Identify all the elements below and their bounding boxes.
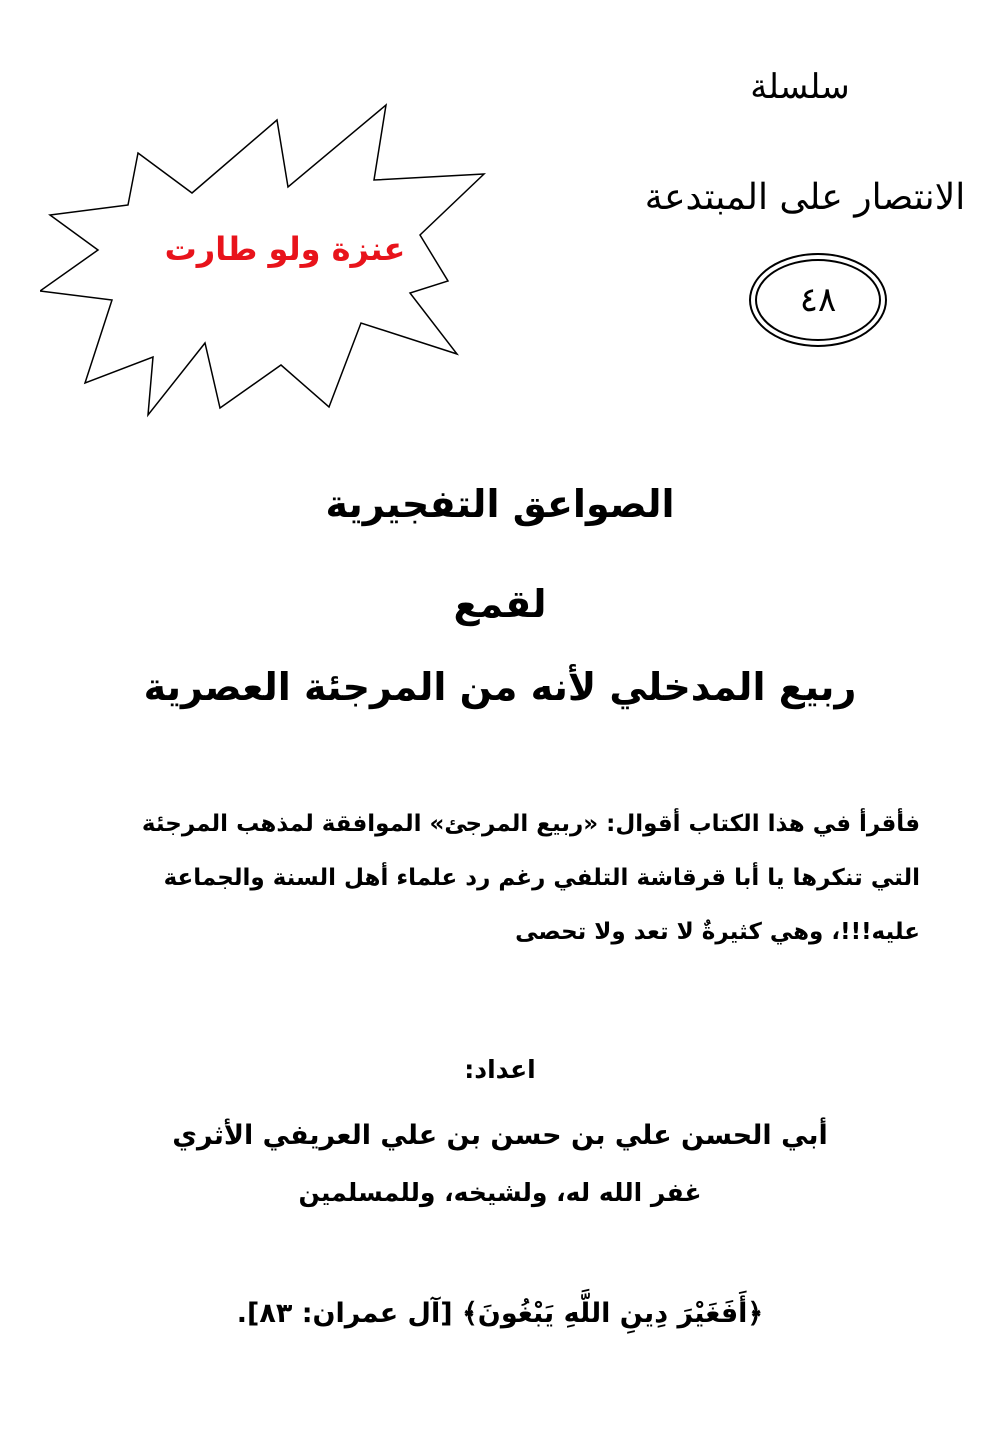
description-line-3: عليه!!!، وهي كثيرةٌ لا تعد ولا تحصى (515, 919, 920, 945)
series-number: ٤٨ (799, 280, 837, 320)
author-supplication: غفر الله له، ولشيخه، وللمسلمين (298, 1178, 702, 1207)
author-name: أبي الحسن علي بن حسن بن علي العريفي الأثري (172, 1120, 828, 1151)
book-title-line-3: ربيع المدخلي لأنه من المرجئة العصرية (143, 665, 857, 709)
description-line-2: التي تنكرها يا أبا قرقاشة التلفي رغم رد علماء أهل السنة والجماعة (163, 865, 920, 891)
description-paragraph (80, 797, 920, 959)
series-name: الانتصار على المبتدعة (644, 177, 966, 218)
slogan-text: عنزة ولو طارت (164, 230, 406, 268)
book-title-line-1: الصواعق التفجيرية (325, 482, 675, 526)
description-line-1: فأقرأ في هذا الكتاب أقوال: «ربيع المرجئ» الموافقة لمذهب المرجئة (141, 811, 920, 837)
book-title-line-2: لقمع (453, 582, 547, 626)
series-label: سلسلة (750, 67, 850, 107)
prepared-by-label: اعداد: (464, 1055, 536, 1084)
quran-verse: ﴿أَفَغَيْرَ دِينِ اللَّهِ يَبْغُونَ﴾ [آل عمران: ٨٣]. (236, 1298, 764, 1329)
